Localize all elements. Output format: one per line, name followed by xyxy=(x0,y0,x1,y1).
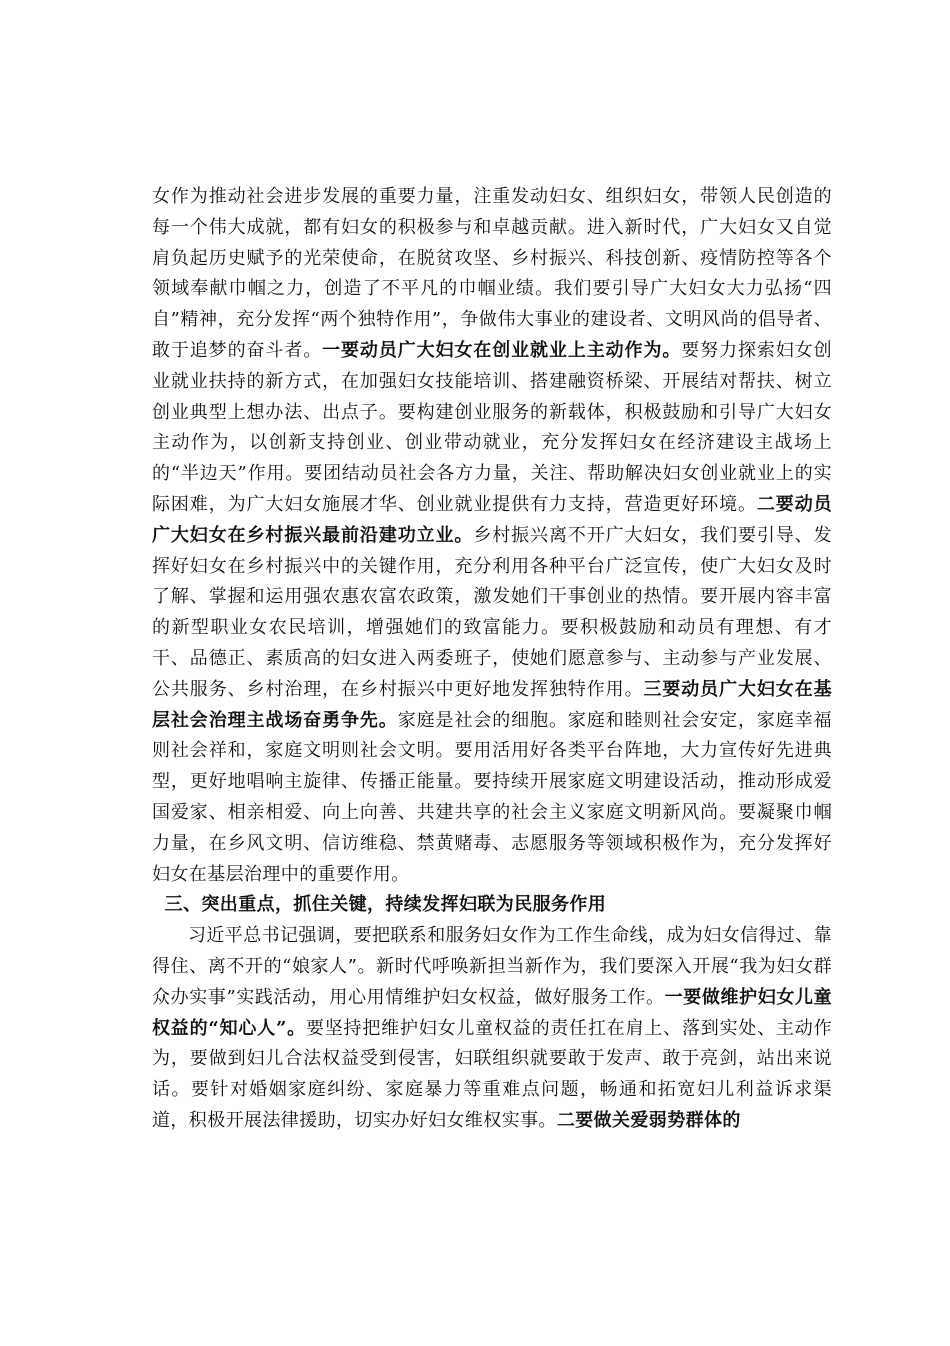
paragraph-text: 乡村振兴离不开广大妇女，我们要引导、发挥好妇女在乡村振兴中的关键作用，充分利用各种平台广泛宣传，使广大妇女及时了解、掌握和运用强农惠农富农政策，激发她们干事创业的热情。要开展内容丰富的新型职业女农民培训，增强她们的致富能力。要积极鼓励和动员有理想、有才干、品德正、素质高的妇女进入两委班子，使她们愿意参与、主动参与产业发展、公共服务、乡村治理，在乡村振兴中更好地发挥独特作用。 xyxy=(152,524,832,700)
section-heading-three: 三、突出重点，抓住关键，持续发挥妇联为民服务作用 xyxy=(164,894,607,916)
paragraph-text: 要努力探索妇女创业就业扶持的新方式，在加强妇女技能培训、搭建融资桥梁、开展结对帮扶、树立创业典型上想办法、出点子。要构建创业服务的新载体，积极鼓励和引导广大妇女主动作为，以创新支持创业、创业带动就业，充分发挥妇女在经济建设主战场上的“半边天”作用。要团结动员社会各方力量，关注、帮助解决妇女创业就业上的实际困难，为广大妇女施展才华、创业就业提供有力支持，营造更好环境。 xyxy=(152,339,832,515)
bold-point-grassroots-governance: 三要动员广大妇女在基层社会治理主战场奋勇争先。 xyxy=(152,678,832,731)
bold-point-entrepreneurship: 一要动员广大妇女在创业就业上主动作为。 xyxy=(322,339,682,361)
bold-point-vulnerable-groups: 二要做关爱弱势群体的 xyxy=(556,1109,741,1131)
paragraph-text: 女作为推动社会进步发展的重要力量，注重发动妇女、组织妇女，带领人民创造的每一个伟大成就，都有妇女的积极参与和卓越贡献。进入新时代，广大妇女又自觉肩负起历史赋予的光荣使命，在脱贫攻坚、乡村振兴、科技创新、疫情防控等各个领域奉献巾帼之力，创造了不平凡的巾帼业绩。我们要引导广大妇女大力弘扬“四自”精神，充分发挥“两个独特作用”，争做伟大事业的建设者、文明风尚的倡导者、敢于追梦的奋斗者。 xyxy=(152,186,832,361)
paragraph-service xyxy=(152,921,832,1137)
bold-point-rights-protection: 一要做维护妇女儿童权益的“知心人”。 xyxy=(152,986,832,1039)
document-body xyxy=(152,182,832,1137)
paragraph-women-role xyxy=(152,182,832,890)
paragraph-text: 要坚持把维护妇女儿童权益的责任扛在肩上、落到实处、主动作为，要做到妇儿合法权益受到侵害，妇联组织就要敢于发声、敢于亮剑，站出来说话。要针对婚姻家庭纠纷、家庭暴力等重难点问题，畅通和拓宽妇儿利益诉求渠道，积极开展法律援助，切实办好妇女维权实事。 xyxy=(152,1017,832,1131)
paragraph-text: 习近平总书记强调，要把联系和服务妇女作为工作生命线，成为妇女信得过、靠得住、离不开的“娘家人”。新时代呼唤新担当新作为，我们要深入开展“我为妇女群众办实事”实践活动，用心用情维护妇女权益，做好服务工作。 xyxy=(152,925,832,1008)
paragraph-text: 家庭是社会的细胞。家庭和睦则社会安定，家庭幸福则社会祥和，家庭文明则社会文明。要用活用好各类平台阵地，大力宣传好先进典型，更好地唱响主旋律、传播正能量。要持续开展家庭文明建设活动，推动形成爱国爱家、相亲相爱、向上向善、共建共享的社会主义家庭文明新风尚。要凝聚巾帼力量，在乡风文明、信访维稳、禁黄赌毒、志愿服务等领域积极作为，充分发挥好妇女在基层治理中的重要作用。 xyxy=(152,709,832,885)
bold-point-rural-revitalization: 二要动员广大妇女在乡村振兴最前沿建功立业。 xyxy=(152,493,832,546)
